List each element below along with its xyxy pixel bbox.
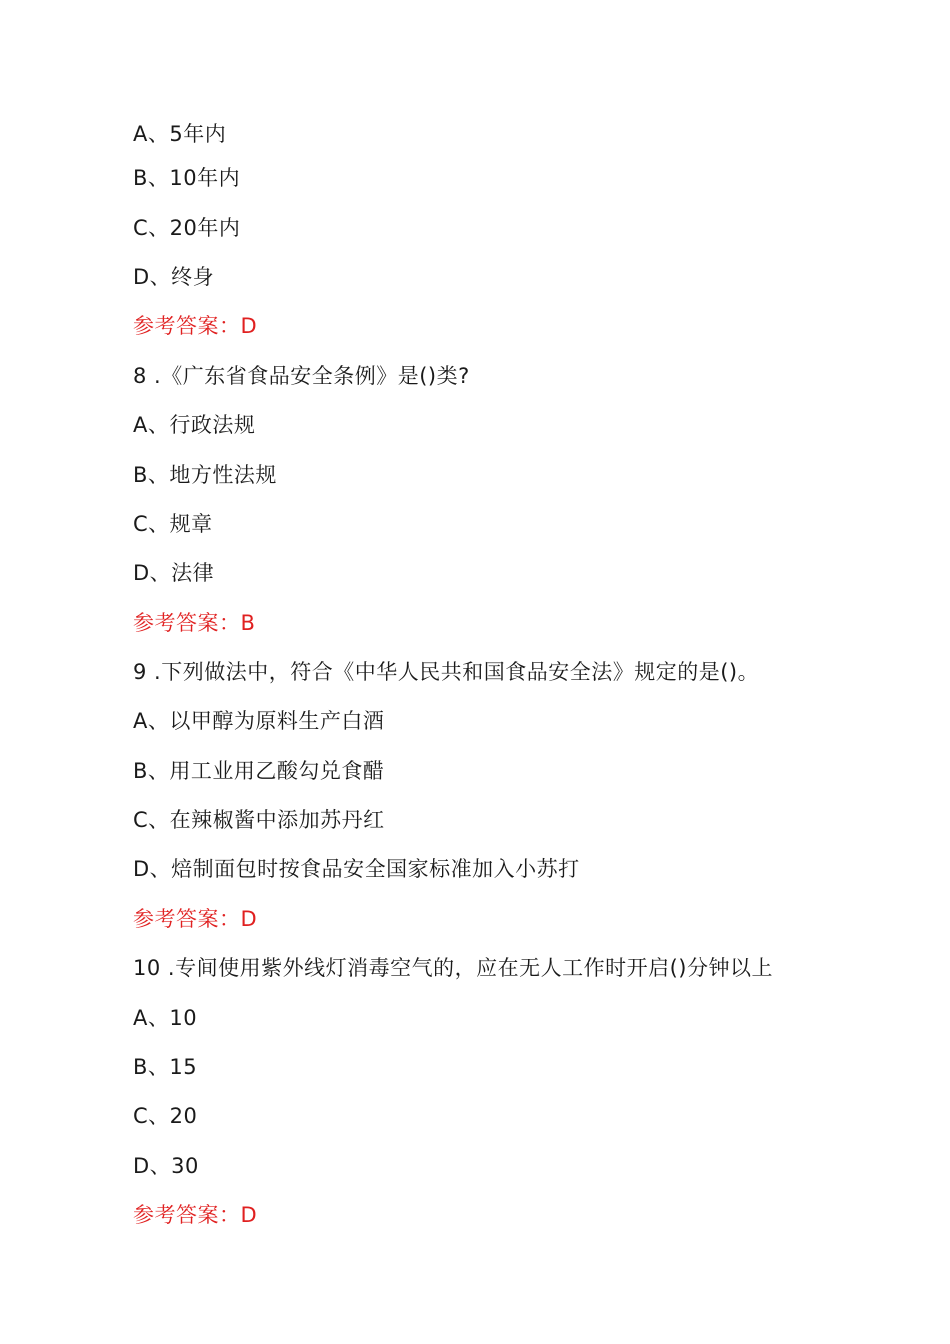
option-line: A、5年内: [133, 122, 227, 146]
option-line: A、10: [133, 1006, 198, 1030]
question-line: 8 .《广东省食品安全条例》是()类?: [133, 364, 470, 388]
answer-label: 参考答案：: [133, 314, 241, 338]
option-line: A、以甲醇为原料生产白酒: [133, 709, 385, 733]
option-line: B、15: [133, 1055, 198, 1079]
option-line: C、20年内: [133, 216, 241, 240]
answer-line: [133, 1201, 257, 1229]
answer-line: [133, 609, 255, 637]
option-line: B、地方性法规: [133, 463, 277, 487]
answer-label: 参考答案：: [133, 907, 241, 931]
option-line: A、行政法规: [133, 413, 256, 437]
option-line: B、用工业用乙酸勾兑食醋: [133, 759, 385, 783]
answer-line: [133, 905, 257, 933]
question-line: 9 .下列做法中，符合《中华人民共和国食品安全法》规定的是()。: [133, 660, 760, 684]
answer-value: B: [240, 611, 256, 635]
option-line: C、规章: [133, 512, 213, 536]
answer-label: 参考答案：: [133, 611, 241, 635]
answer-label: 参考答案：: [133, 1203, 241, 1227]
answer-line: [133, 312, 257, 340]
option-line: D、焙制面包时按食品安全国家标准加入小苏打: [133, 857, 580, 881]
option-line: D、30: [133, 1154, 199, 1178]
option-line: B、10年内: [133, 166, 241, 190]
question-line: 10 .专间使用紫外线灯消毒空气的，应在无人工作时开启()分钟以上: [133, 956, 773, 980]
answer-value: D: [240, 1203, 258, 1227]
option-line: D、法律: [133, 561, 215, 585]
answer-value: D: [240, 907, 258, 931]
option-line: D、终身: [133, 265, 215, 289]
option-line: C、20: [133, 1104, 198, 1128]
answer-value: D: [240, 314, 258, 338]
option-line: C、在辣椒酱中添加苏丹红: [133, 808, 385, 832]
